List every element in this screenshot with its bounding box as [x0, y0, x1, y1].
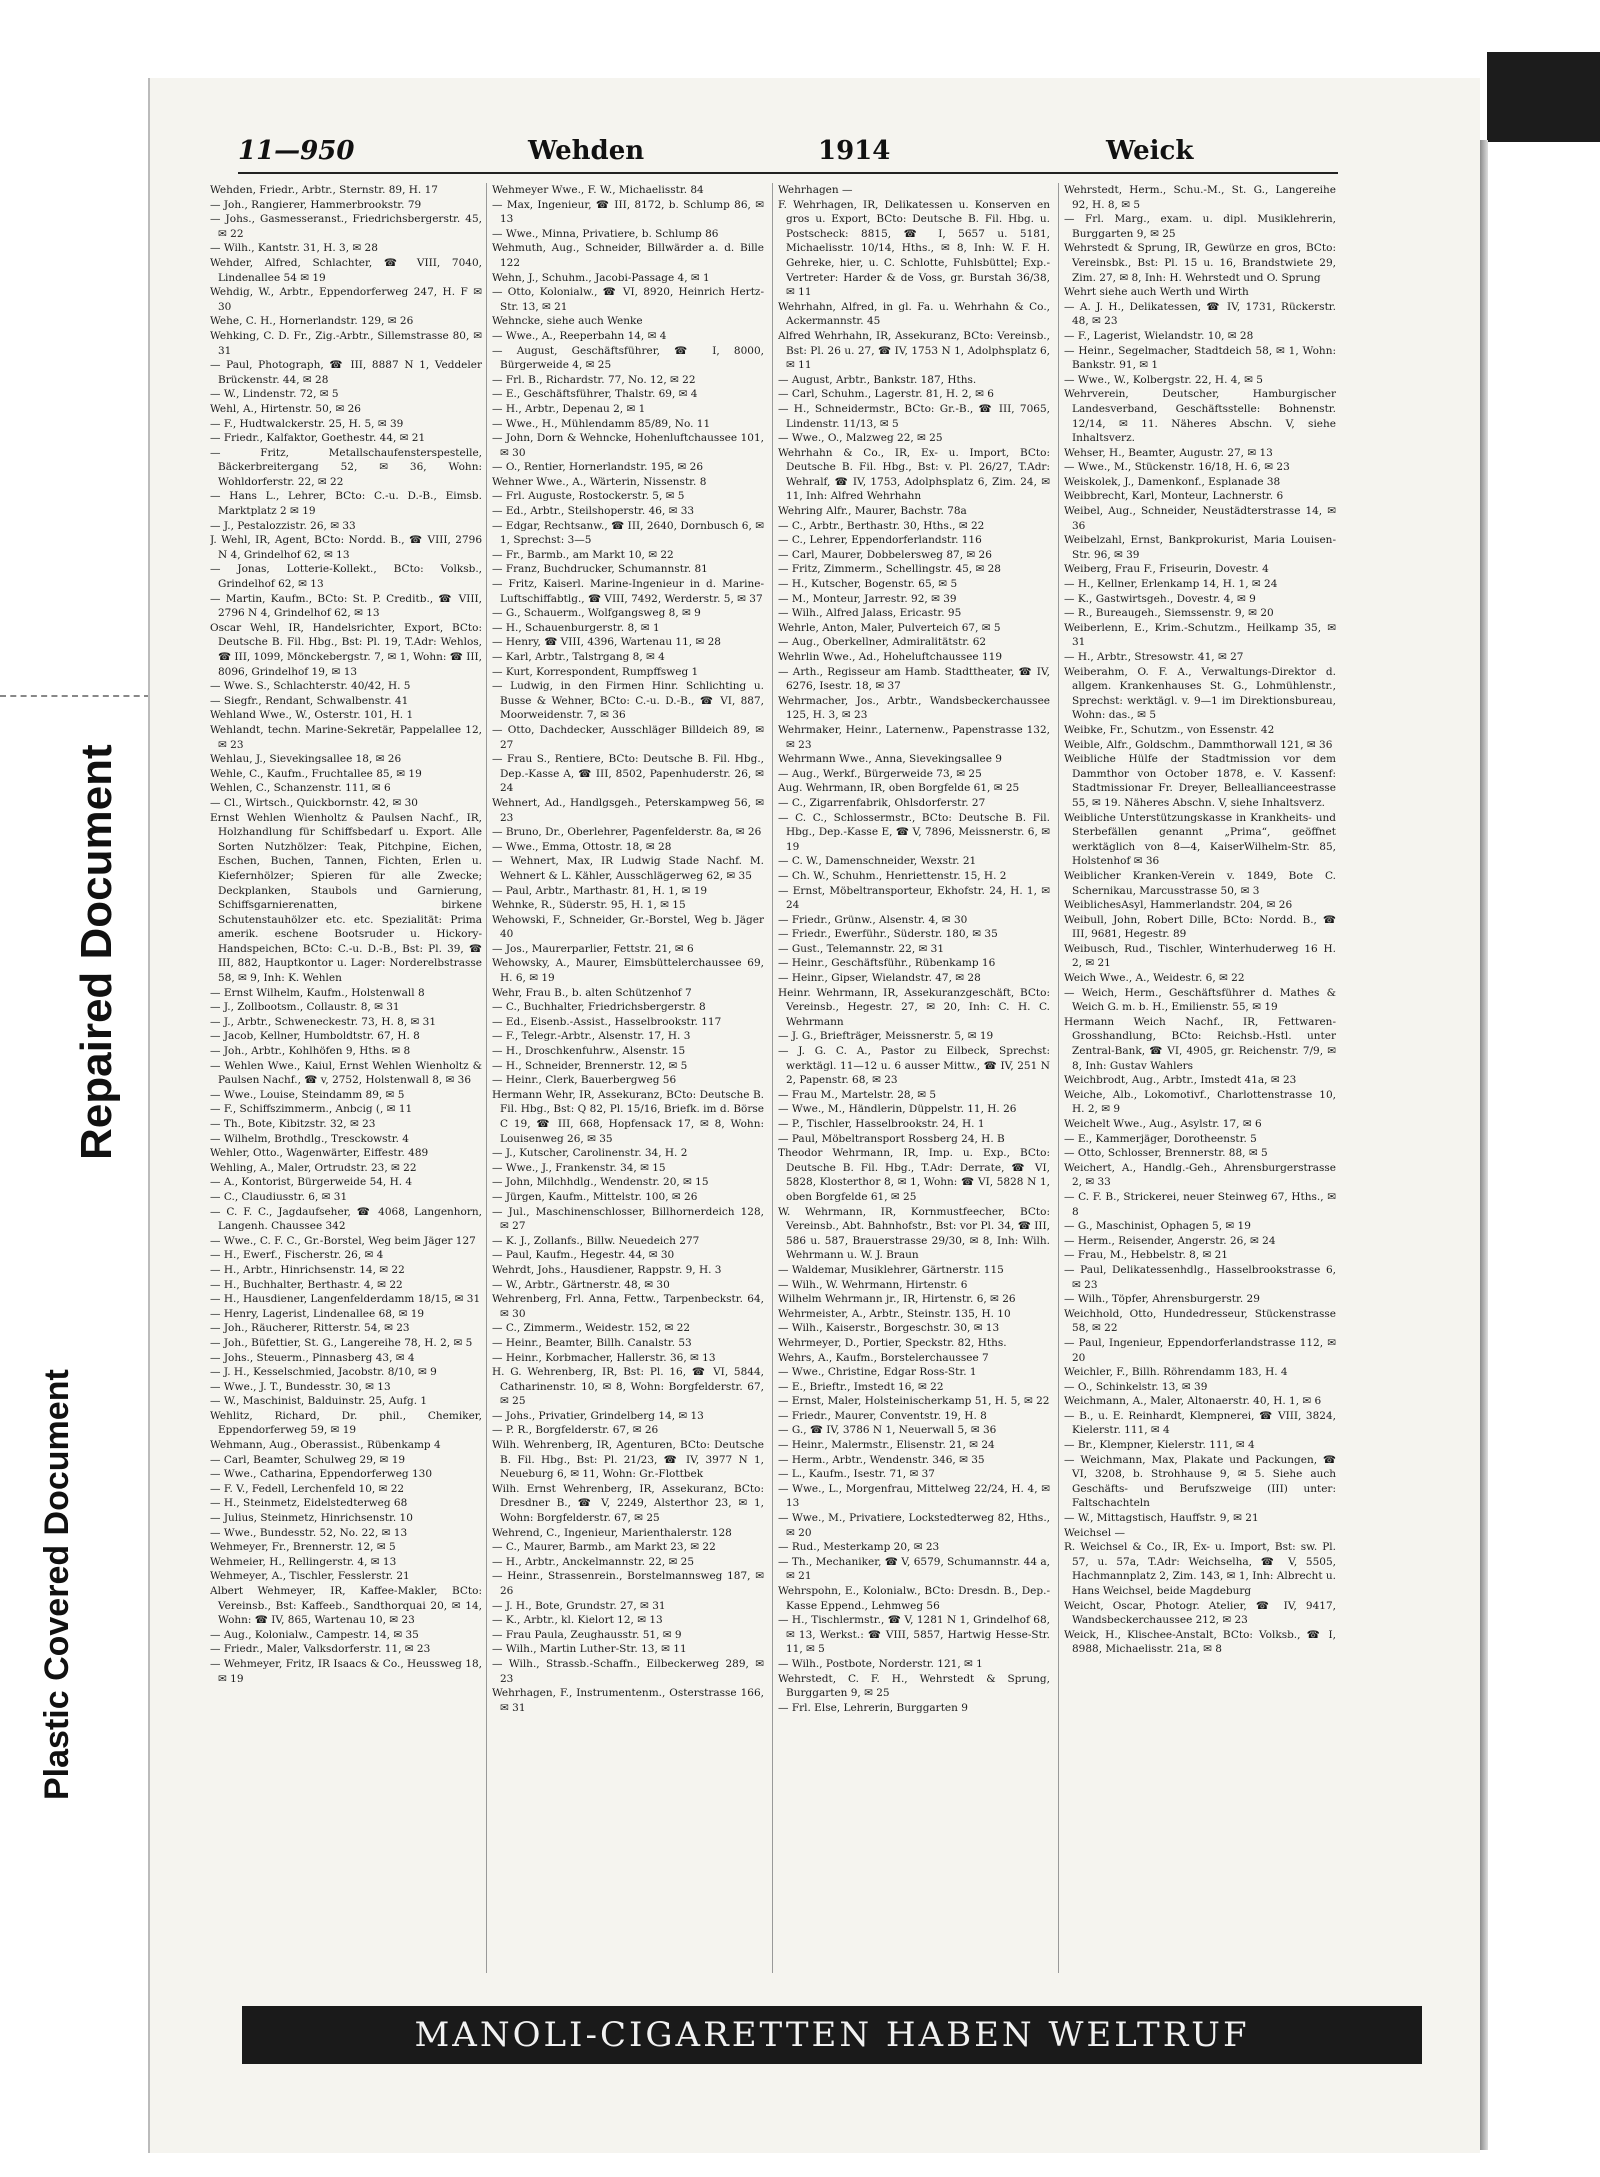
directory-entry: — Th., Bote, Kibitzstr. 32, ✉ 23	[210, 1118, 376, 1130]
directory-entry: — Wwe., M., Privatiere, Lockstedterweg 82, Hths., ✉ 20	[778, 1512, 1050, 1539]
directory-entry: Wehmann, Aug., Oberassist., Rübenkamp 4	[210, 1439, 441, 1452]
dashed-divider	[0, 695, 150, 697]
directory-entry: — C., Claudiusstr. 6, ✉ 31	[210, 1190, 348, 1203]
directory-entry: — Ernst, Möbeltransporteur, Ekhofstr. 24, H. 1, ✉ 24	[778, 884, 1050, 912]
directory-entry: — Jacob, Kellner, Humboldtstr. 67, H. 8	[210, 1030, 420, 1043]
header-year: 1914	[818, 136, 891, 166]
directory-entry: — Jonas, Lotterie-Kollekt., BCto: Volksb., Grindelhof 62, ✉ 13	[210, 563, 482, 591]
directory-entry: — Weichmann, Max, Plakate und Packungen, ☎ VI, 3208, b. Strohhause 9, ✉ 5. Siehe auch Geschäfts- und Berufszweige (III) unter: Faltschachteln	[1064, 1453, 1336, 1510]
directory-entry: — Herm., Arbtr., Wendenstr. 346, ✉ 35	[778, 1453, 985, 1466]
directory-entry: — Ernst, Maler, Holsteinischerkamp 51, H. 5, ✉ 22	[778, 1395, 1050, 1408]
directory-entry: Wehmeier, H., Rellingerstr. 4, ✉ 13	[210, 1555, 397, 1568]
directory-entry: — A., Kontorist, Bürgerweide 54, H. 4	[210, 1176, 413, 1189]
directory-entry: F. Wehrhagen, IR, Delikatessen u. Konserven en gros u. Export, BCto: Deutsche B. Fil. Hbg. u. Postscheck: 8815, ☎ I, 5657 u. 5181, Michaelisstr. 10/14, Hths., ✉ 8, Inh: W. F. H. Gehreke, hier, u. C. Schlotte, Fuhlsbüttel; Exp.-Vertreter: Harder & de Voss, gr. Burstah 36/38, ✉ 11	[778, 198, 1050, 299]
directory-entry: — H., Arbtr., Hinrichsenstr. 14, ✉ 22	[210, 1263, 405, 1276]
directory-entry: — J. H., Kesselschmied, Jacobstr. 8/10, ✉ 9	[210, 1366, 437, 1379]
directory-entry: — Wwe., W., Kolbergstr. 22, H. 4, ✉ 5	[1064, 373, 1263, 386]
directory-entry: — Wwe., Louise, Steindamm 89, ✉ 5	[210, 1088, 405, 1101]
directory-entry: Wehden, Friedr., Arbtr., Sternstr. 89, H. 17	[210, 184, 438, 196]
directory-entry: — Friedr., Maurer, Conventstr. 19, H. 8	[778, 1409, 987, 1422]
directory-entry: — C., Buchhalter, Friedrichsbergerstr. 8	[492, 1001, 706, 1014]
directory-entry: — Heinr., Gipser, Wielandstr. 47, ✉ 28	[778, 972, 981, 985]
directory-entry: — J. G. C. A., Pastor zu Eilbeck, Sprechst: werktägl. 11—12 u. 6 ausser Mittw., ☎ IV, 251 N 2, Papenstr. 68, ✉ 23	[778, 1045, 1050, 1087]
directory-entry: Wehlen, C., Schanzenstr. 111, ✉ 6	[210, 782, 391, 795]
directory-entry: Wehner Wwe., A., Wärterin, Nissenstr. 8	[492, 475, 707, 488]
directory-entry: Aug. Wehrmann, IR, oben Borgfelde 61, ✉ 25	[778, 782, 1020, 795]
directory-entry: Wehe, C. H., Hornerlandstr. 129, ✉ 26	[210, 315, 414, 328]
directory-entry: — Wwe., Christine, Edgar Ross-Str. 1	[778, 1366, 977, 1379]
directory-entry: — Friedr., Kalfaktor, Goethestr. 44, ✉ 21	[210, 432, 426, 445]
directory-entry: Wehlau, J., Sievekingsallee 18, ✉ 26	[210, 753, 402, 766]
directory-entry: — Wilh., Alfred Jalass, Ericastr. 95	[778, 607, 962, 620]
directory-entry: — Franz, Buchdrucker, Schumannstr. 81	[492, 563, 708, 576]
directory-entry: Wehking, C. D. Fr., Zig.-Arbtr., Sillemstrasse 80, ✉ 31	[210, 329, 482, 357]
directory-entry: — Johs., Privatier, Grindelberg 14, ✉ 13	[492, 1409, 704, 1422]
directory-entry: — Bruno, Dr., Oberlehrer, Pagenfelderstr. 8a, ✉ 26	[492, 826, 762, 839]
directory-entry: — Kurt, Korrespondent, Rumpffsweg 1	[492, 665, 699, 678]
directory-entry: — C., Arbtr., Berthastr. 30, Hths., ✉ 22	[778, 519, 985, 532]
directory-entry: Wehser, H., Beamter, Augustr. 27, ✉ 13	[1064, 446, 1273, 459]
directory-entry: — Otto, Kolonialw., ☎ VI, 8920, Heinrich Hertz-Str. 13, ✉ 21	[492, 286, 764, 313]
directory-entry: — Br., Klempner, Kielerstr. 111, ✉ 4	[1064, 1439, 1255, 1452]
directory-entry: — R., Bureaugeh., Siemssenstr. 9, ✉ 20	[1064, 607, 1274, 620]
directory-entry: — Max, Ingenieur, ☎ III, 8172, b. Schlump 86, ✉ 13	[492, 198, 764, 226]
directory-entry: — Wilh., Strassb.-Schaffn., Eilbeckerweg 289, ✉ 23	[492, 1657, 764, 1685]
directory-entry: — Rud., Mesterkamp 20, ✉ 23	[778, 1541, 940, 1554]
directory-entry: — Frl. B., Richardstr. 77, No. 12, ✉ 22	[492, 373, 696, 386]
directory-entry: Wehmuth, Aug., Schneider, Billwärder a. d. Bille 122	[492, 242, 764, 269]
directory-entry: Alfred Wehrhahn, IR, Assekuranz, BCto: Vereinsb., Bst: Pl. 26 u. 27, ☎ IV, 1753 N 1, Adolphsplatz 6, ✉ 11	[778, 329, 1050, 372]
directory-entry: — Heinr., Malermstr., Elisenstr. 21, ✉ 24	[778, 1439, 995, 1452]
directory-entry: — Wwe., J. T., Bundesstr. 30, ✉ 13	[210, 1380, 391, 1393]
directory-entry: — Wwe., M., Stückenstr. 16/18, H. 6, ✉ 23	[1064, 461, 1290, 474]
directory-entry: — August, Geschäftsführer, ☎ I, 8000, Bürgerweide 4, ✉ 25	[492, 344, 764, 372]
directory-entry: — F. V., Fedell, Lerchenfeld 10, ✉ 22	[210, 1482, 405, 1495]
directory-entry: — Wilh., Kaiserstr., Borgeschstr. 30, ✉ 13	[778, 1322, 1000, 1335]
directory-entry: — Frau S., Rentiere, BCto: Deutsche B. Fil. Hbg., Dep.-Kasse A, ☎ III, 8502, Papenhuderstr. 26, ✉ 24	[492, 753, 764, 795]
directory-entry: — Waldemar, Musiklehrer, Gärtnerstr. 115	[778, 1263, 1004, 1276]
directory-entry: — Paul, Delikatessenhdlg., Hasselbrookstrasse 6, ✉ 23	[1064, 1263, 1336, 1291]
directory-entry: — G., Schauerm., Wolfgangsweg 8, ✉ 9	[492, 607, 701, 620]
directory-entry: — Joh., Räucherer, Ritterstr. 54, ✉ 23	[210, 1322, 410, 1335]
directory-entry: — K., Gastwirtsgeh., Dovestr. 4, ✉ 9	[1064, 592, 1256, 605]
directory-entry: — Wilh., Postbote, Norderstr. 121, ✉ 1	[778, 1657, 983, 1670]
directory-entry: W. Wehrmann, IR, Kornmustfeecher, BCto: Vereinsb., Abt. Bahnhofstr., Bst: vor Pl. 34, ☎ III, 586 u. 587, Brauerstrasse 29/30, ✉ 8, Inh: Wilh. Wehrmann u. W. J. Braun	[778, 1205, 1050, 1262]
directory-entry: Wehrstedt, C. F. H., Wehrstedt & Sprung, Burggarten 9, ✉ 25	[778, 1672, 1050, 1700]
directory-entry: Theodor Wehrmann, IR, Imp. u. Exp., BCto: Deutsche B. Fil. Hbg., T.Adr: Derrate, ☎ VI, 5828, Klosterthor 8, ✉ 1, Wohn: ☎ VI, 5828 N 1, oben Borgfelde 61, ✉ 25	[778, 1147, 1050, 1203]
directory-entry: Oscar Wehl, IR, Handelsrichter, Export, BCto: Deutsche B. Fil. Hbg., Bst: Pl. 19, T.Adr: Wehlos, ☎ III, 1099, Mönckebergstr. 7, ✉ 1, Wohn: ☎ III, 8096, Grindelhof 19, ✉ 13	[210, 621, 482, 678]
directory-entry: — Edgar, Rechtsanw., ☎ III, 2640, Dornbusch 6, ✉ 1, Sprechst: 3—5	[492, 519, 764, 547]
directory-entry: Hermann Wehr, IR, Assekuranz, BCto: Deutsche B. Fil. Hbg., Bst: Q 82, Pl. 15/16, Briefk. im d. Börse C 19, ☎ III, 668, Hopfensack 17, ✉ 8, Wohn: Louisenweg 26, ✉ 35	[492, 1088, 764, 1145]
directory-entry: — Wwe., M., Händlerin, Düppelstr. 11, H. 26	[778, 1103, 1017, 1116]
directory-entry: — Heinr., Clerk, Bauerbergweg 56	[492, 1074, 677, 1087]
directory-entry: Weiche, Alb., Lokomotivf., Charlottenstrasse 10, H. 2, ✉ 9	[1064, 1088, 1336, 1116]
directory-entry: — Heinr., Beamter, Billh. Canalstr. 53	[492, 1336, 692, 1349]
directory-entry: — C., Zimmerm., Weidestr. 152, ✉ 22	[492, 1322, 691, 1335]
directory-entry: Wehle, C., Kaufm., Fruchtallee 85, ✉ 19	[210, 767, 422, 780]
directory-entry: Wilh. Wehrenberg, IR, Agenturen, BCto: Deutsche B. Fil. Hbg., Bst: Pl. 21/23, ☎ IV, 3977 N 1, Neueburg 6, ✉ 11, Wohn: Gr.-Flottbek	[492, 1439, 764, 1481]
directory-entry: Weichler, F., Billh. Röhrendamm 183, H. 4	[1064, 1366, 1288, 1379]
directory-entry: — Fr., Barmb., am Markt 10, ✉ 22	[492, 548, 674, 561]
directory-entry: Wehrmann Wwe., Anna, Sievekingsallee 9	[778, 753, 1002, 766]
directory-entry: R. Weichsel & Co., IR, Ex- u. Import, Bst: sw. Pl. 57, u. 57a, T.Adr: Weichselha, ☎ V, 5505, Hachmannplatz 2, Zim. 143, ✉ 1, Inh: Albrecht u. Hans Weichsel, beide Magdeburg	[1064, 1541, 1336, 1597]
directory-entry: — H., Schneider, Brennerstr. 12, ✉ 5	[492, 1059, 688, 1072]
directory-entry: — H., Schauenburgerstr. 8, ✉ 1	[492, 621, 660, 634]
directory-entry: — Wwe. S., Schlachterstr. 40/42, H. 5	[210, 680, 411, 693]
directory-entry: — Siegfr., Rendant, Schwalbenstr. 41	[210, 694, 409, 707]
directory-entry: — Wwe., O., Malzweg 22, ✉ 25	[778, 432, 943, 445]
directory-entry: — L., Kaufm., Isestr. 71, ✉ 37	[778, 1468, 935, 1481]
directory-entry: — Aug., Kolonialw., Campestr. 14, ✉ 35	[210, 1628, 419, 1641]
directory-entry: — Weich, Herm., Geschäftsführer d. Mathes & Weich G. m. b. H., Emilienstr. 55, ✉ 19	[1064, 986, 1336, 1014]
directory-entry: — H., Tischlermstr., ☎ V, 1281 N 1, Grindelhof 68, ✉ 13, Werkst.: ☎ VIII, 5857, Hartwig Hesse-Str. 11, ✉ 5	[778, 1614, 1050, 1656]
directory-entry: — E., Geschäftsführer, Thalstr. 69, ✉ 4	[492, 388, 698, 401]
directory-entry: — Gust., Telemannstr. 22, ✉ 31	[778, 942, 945, 955]
directory-entry: Wehrmeister, A., Arbtr., Steinstr. 135, H. 10	[778, 1307, 1011, 1320]
repaired-document-label: Repaired Document	[72, 744, 121, 1160]
directory-entry: — H., Kutscher, Bogenstr. 65, ✉ 5	[778, 578, 958, 591]
directory-entry: — E., Kammerjäger, Dorotheenstr. 5	[1064, 1132, 1257, 1145]
directory-entry: — Frl. Else, Lehrerin, Burggarten 9	[778, 1701, 968, 1714]
directory-entry: — C. C., Schlossermstr., BCto: Deutsche B. Fil. Hbg., Dep.-Kasse E, ☎ V, 7896, Meissnerstr. 6, ✉ 19	[778, 811, 1050, 853]
directory-entry: — W., Arbtr., Gärtnerstr. 48, ✉ 30	[492, 1278, 670, 1291]
directory-column-3	[778, 183, 1050, 1973]
directory-entry: Weiberg, Frau F., Friseurin, Dovestr. 4	[1064, 563, 1269, 576]
directory-entry: — Heinr., Segelmacher, Stadtdeich 58, ✉ 1, Wohn: Bankstr. 91, ✉ 1	[1064, 344, 1336, 372]
directory-entry: — Joh., Rangierer, Hammerbrookstr. 79	[210, 198, 422, 211]
directory-entry: Weichhold, Otto, Hundedresseur, Stückenstrasse 58, ✉ 22	[1064, 1307, 1336, 1335]
directory-entry: — Wwe., L., Morgenfrau, Mittelweg 22/24, H. 4, ✉ 13	[778, 1482, 1050, 1510]
directory-entry: — W., Mittagstisch, Hauffstr. 9, ✉ 21	[1064, 1512, 1259, 1525]
directory-entry: — Ed., Eisenb.-Assist., Hasselbrookstr. 117	[492, 1015, 722, 1028]
directory-entry: — Wwe., J., Frankenstr. 34, ✉ 15	[492, 1161, 666, 1174]
directory-entry: — J., Kutscher, Carolinenstr. 34, H. 2	[492, 1147, 688, 1160]
directory-entry: — Paul, Kaufm., Hegestr. 44, ✉ 30	[492, 1249, 675, 1262]
directory-entry: — Frau M., Martelstr. 28, ✉ 5	[778, 1088, 937, 1101]
directory-entry: Weibel, Aug., Schneider, Neustädterstrasse 14, ✉ 36	[1064, 505, 1336, 532]
directory-entry: — Frau Paula, Zeughausstr. 51, ✉ 9	[492, 1628, 682, 1641]
directory-entry: — Carl, Maurer, Dobbelersweg 87, ✉ 26	[778, 548, 992, 561]
directory-column-2	[492, 183, 764, 1973]
directory-entry: Wehrle, Anton, Maler, Pulverteich 67, ✉ 5	[778, 621, 1001, 634]
directory-entry: Wehrmacher, Jos., Arbtr., Wandsbeckerchaussee 125, H. 3, ✉ 23	[778, 694, 1050, 722]
directory-entry: Wilh. Ernst Wehrenberg, IR, Assekuranz, BCto: Dresdner B., ☎ V, 2249, Alsterthor 23, ✉ 1, Wohn: Borgfelderstr. 67, ✉ 25	[492, 1482, 764, 1525]
directory-entry: — Karl, Arbtr., Talstrgang 8, ✉ 4	[492, 651, 665, 663]
directory-entry: — Wilh., Töpfer, Ahrensburgerstr. 29	[1064, 1293, 1260, 1306]
directory-entry: — H., Kellner, Erlenkamp 14, H. 1, ✉ 24	[1064, 578, 1278, 591]
directory-entry: Wehrstedt & Sprung, IR, Gewürze en gros, BCto: Vereinsbk., Bst: Pl. 15 u. 16, Brandstwiete 29, Zim. 27, ✉ 8, Inh: H. Wehrstedt und O. Sprung	[1064, 242, 1336, 284]
directory-entry: — H., Hausdiener, Langenfelderdamm 18/15, ✉ 31	[210, 1293, 481, 1306]
directory-entry: — F., Lagerist, Wielandstr. 10, ✉ 28	[1064, 329, 1254, 342]
directory-entry: Wehowsky, A., Maurer, Eimsbüttelerchaussee 69, H. 6, ✉ 19	[492, 957, 764, 985]
directory-entry: — W., Lindenstr. 72, ✉ 5	[210, 388, 339, 401]
directory-entry: — Frau, M., Hebbelstr. 8, ✉ 21	[1064, 1249, 1228, 1262]
directory-entry: — Fritz, Metallschaufensterspestelle, Bäckerbreitergang 52, ✉ 36, Wohn: Wohldorferstr. 22, ✉ 22	[210, 446, 482, 488]
directory-entry: Wehrmeyer, D., Portier, Speckstr. 82, Hths.	[778, 1336, 1007, 1349]
directory-entry: — Aug., Oberkellner, Admiralitätstr. 62	[778, 636, 987, 649]
directory-entry: — H., Arbtr., Stresowstr. 41, ✉ 27	[1064, 651, 1244, 663]
directory-entry: Wehlitz, Richard, Dr. phil., Chemiker, Eppendorferweg 59, ✉ 19	[210, 1409, 482, 1437]
directory-entry: Wehr, Frau B., b. alten Schützenhof 7	[492, 986, 692, 999]
advertisement-banner: MANOLI-CIGARETTEN HABEN WELTRUF	[242, 2006, 1422, 2064]
directory-entry: Weichbrodt, Aug., Arbtr., Imstedt 41a, ✉ 23	[1064, 1074, 1297, 1087]
directory-entry: Weibke, Fr., Schutzm., von Essenstr. 42	[1064, 723, 1275, 736]
column-divider	[486, 183, 487, 1973]
directory-entry: Weibliche Hülfe der Stadtmission vor dem Dammthor von October 1878, e. V. Kassenf: Stadtmissionar Fr. Dreyer, Belleallianceestrasse 55, ✉ 19. Näheres Abschn. V, siehe Inhaltsverz.	[1064, 753, 1336, 809]
directory-entry: — Henry, ☎ VIII, 4396, Wartenau 11, ✉ 28	[492, 636, 721, 649]
directory-entry: — G., ☎ IV, 3786 N 1, Neuerwall 5, ✉ 36	[778, 1424, 997, 1437]
directory-entry: — Martin, Kaufm., BCto: St. P. Creditb., ☎ VIII, 2796 N 4, Grindelhof 62, ✉ 13	[210, 592, 482, 620]
directory-entry: — J. G., Briefträger, Meissnerstr. 5, ✉ 19	[778, 1030, 994, 1043]
page-number: 11—950	[238, 136, 355, 166]
directory-entry: Wehrhagen, F., Instrumentenm., Osterstrasse 166, ✉ 31	[492, 1687, 764, 1714]
directory-entry: — Paul, Möbeltransport Rossberg 24, H. B	[778, 1132, 1005, 1145]
directory-entry: — E., Brieftr., Imstedt 16, ✉ 22	[778, 1380, 944, 1393]
directory-entry: Wehnert, Ad., Handlgsgeh., Peterskampweg 56, ✉ 23	[492, 796, 764, 824]
directory-entry: Weibliche Unterstützungskasse in Krankheits- und Sterbefällen genannt „Prima“, geöffnet werktäglich von 8—4, KaiserWilhelm-Str. 85, Holstenhof ✉ 36	[1064, 811, 1336, 868]
directory-entry: — Aug., Werkf., Bürgerweide 73, ✉ 25	[778, 767, 982, 780]
directory-entry: — H., Ewerf., Fischerstr. 26, ✉ 4	[210, 1249, 384, 1262]
directory-entry: Wehlandt, techn. Marine-Sekretär, Pappelallee 12, ✉ 23	[210, 723, 482, 751]
directory-entry: Weichsel —	[1064, 1526, 1125, 1539]
directory-entry: — J., Pestalozzistr. 26, ✉ 33	[210, 519, 356, 532]
directory-entry: — Joh., Arbtr., Kohlhöfen 9, Hths. ✉ 8	[210, 1045, 411, 1058]
directory-entry: — Henry, Lagerist, Lindenallee 68, ✉ 19	[210, 1307, 425, 1320]
directory-entry: Wehn, J., Schuhm., Jacobi-Passage 4, ✉ 1	[492, 271, 710, 284]
directory-entry: — F., Schiffszimmerm., Anbcig (, ✉ 11	[210, 1103, 413, 1116]
directory-entry: Weick, H., Klischee-Anstalt, BCto: Volksb., ☎ I, 8988, Michaelisstr. 21a, ✉ 8	[1064, 1628, 1336, 1656]
directory-entry: Wehrstedt, Herm., Schu.-M., St. G., Langereihe 92, H. 8, ✉ 5	[1064, 184, 1336, 211]
column-divider	[772, 183, 773, 1973]
directory-entry: — H., Droschkenfuhrw., Alsenstr. 15	[492, 1045, 686, 1058]
directory-entry: Wehrspohn, E., Kolonialw., BCto: Dresdn. B., Dep.-Kasse Eppend., Lehmweg 56	[778, 1585, 1050, 1612]
directory-entry: — Wwe., Bundesstr. 52, No. 22, ✉ 13	[210, 1526, 408, 1539]
directory-entry: — Wwe., C. F. C., Gr.-Borstel, Weg beim Jäger 127	[210, 1234, 476, 1247]
directory-entry: Weiskolek, J., Damenkonf., Esplanade 38	[1064, 475, 1281, 488]
directory-entry: — A. J. H., Delikatessen, ☎ IV, 1731, Rückerstr. 48, ✉ 23	[1064, 300, 1336, 328]
directory-entry: — M., Monteur, Jarrestr. 92, ✉ 39	[778, 592, 957, 605]
directory-entry: — Paul, Ingenieur, Eppendorferlandstrasse 112, ✉ 20	[1064, 1336, 1336, 1364]
scan-edge-strip	[1487, 52, 1600, 142]
directory-entry: Wehrs, A., Kaufm., Borstelerchaussee 7	[778, 1351, 989, 1364]
directory-entry: — B., u. E. Reinhardt, Klempnerei, ☎ VIII, 3824, Kielerstr. 111, ✉ 4	[1064, 1409, 1336, 1437]
directory-entry: — Ch. W., Schuhm., Henriettenstr. 15, H. 2	[778, 869, 1007, 882]
directory-entry: Wehling, A., Maler, Ortrudstr. 23, ✉ 22	[210, 1161, 417, 1174]
directory-entry: — Paul, Photograph, ☎ III, 8887 N 1, Veddeler Brückenstr. 44, ✉ 28	[210, 359, 482, 386]
directory-entry: Weibelzahl, Ernst, Bankprokurist, Maria Louisen-Str. 96, ✉ 39	[1064, 534, 1336, 561]
directory-entry: — P. R., Borgfelderstr. 67, ✉ 26	[492, 1424, 659, 1437]
directory-entry: Wehncke, siehe auch Wenke	[492, 315, 643, 328]
directory-entry: Wehmeyer, Fr., Brennerstr. 12, ✉ 5	[210, 1541, 396, 1554]
directory-entry: — Wilh., Martin Luther-Str. 13, ✉ 11	[492, 1643, 687, 1656]
directory-entry: Wilhelm Wehrmann jr., IR, Hirtenstr. 6, ✉ 26	[778, 1293, 1016, 1306]
directory-entry: — Joh., Büfettier, St. G., Langereihe 78, H. 2, ✉ 5	[210, 1336, 473, 1349]
header-last-entry: Weick	[1106, 136, 1194, 166]
directory-entry: — Frl. Marg., exam. u. dipl. Musiklehrerin, Burggarten 9, ✉ 25	[1064, 213, 1336, 240]
directory-entry: Wehland Wwe., W., Osterstr. 101, H. 1	[210, 709, 414, 722]
directory-entry: — C., Lehrer, Eppendorferlandstr. 116	[778, 534, 982, 547]
directory-entry: Albert Wehmeyer, IR, Kaffee-Makler, BCto: Vereinsb., Bst: Kaffeeb., Sandthorquai 20, ✉ 14, Wohn: ☎ IV, 865, Wartenau 10, ✉ 23	[210, 1585, 482, 1627]
directory-entry: — Wilh., W. Wehrmann, Hirtenstr. 6	[778, 1278, 968, 1291]
directory-entry: WeiblichesAsyl, Hammerlandstr. 204, ✉ 26	[1064, 899, 1293, 912]
directory-entry: Wehder, Alfred, Schlachter, ☎ VIII, 7040, Lindenallee 54 ✉ 19	[210, 256, 482, 284]
directory-entry: — Jul., Maschinenschlosser, Billhornerdeich 128, ✉ 27	[492, 1205, 764, 1233]
directory-entry: — J., Arbtr., Schweneckestr. 73, H. 8, ✉ 31	[210, 1015, 437, 1028]
directory-entry: — Hans L., Lehrer, BCto: C.-u. D.-B., Eimsb. Marktplatz 2 ✉ 19	[210, 490, 482, 518]
directory-entry: Wehler, Otto., Wagenwärter, Eiffestr. 489	[210, 1147, 429, 1160]
directory-entry: — H., Steinmetz, Eidelstedterweg 68	[210, 1497, 408, 1510]
directory-entry: Weicht, Oscar, Photogr. Atelier, ☎ IV, 9417, Wandsbeckerchaussee 212, ✉ 23	[1064, 1599, 1336, 1627]
directory-entry: — Ludwig, in den Firmen Hinr. Schlichting u. Busse & Wehner, BCto: C.-u. D.-B., ☎ VI, 887, Moorweidenstr. 7, ✉ 36	[492, 680, 764, 722]
directory-entry: — Fritz, Kaiserl. Marine-Ingenieur in d. Marine-Luftschiffabtlg., ☎ VIII, 7492, Werderstr. 5, ✉ 37	[492, 578, 764, 605]
directory-entry: — J., Zollbootsm., Collaustr. 8, ✉ 31	[210, 1001, 400, 1014]
directory-entry: — C. F. C., Jagdaufseher, ☎ 4068, Langenhorn, Langenh. Chaussee 342	[210, 1205, 482, 1233]
directory-entry: — Julius, Steinmetz, Hinrichsenstr. 10	[210, 1512, 413, 1525]
directory-entry: — Wilh., Kantstr. 31, H. 3, ✉ 28	[210, 242, 378, 255]
directory-entry: — Wehnert, Max, IR Ludwig Stade Nachf. M. Wehnert & L. Kähler, Ausschlägerweg 62, ✉ 35	[492, 855, 764, 882]
directory-entry: — Cl., Wirtsch., Quickbornstr. 42, ✉ 30	[210, 796, 418, 809]
directory-entry: — Arth., Regisseur am Hamb. Stadttheater, ☎ IV, 6276, Isestr. 18, ✉ 37	[778, 665, 1050, 693]
directory-entry: — C. W., Damenschneider, Wexstr. 21	[778, 855, 977, 868]
directory-entry: Weiberlenn, E., Krim.-Schutzm., Heilkamp 35, ✉ 31	[1064, 621, 1336, 649]
directory-entry: Wehmeyer Wwe., F. W., Michaelisstr. 84	[492, 184, 704, 196]
directory-entry: Weiberahm, O. F. A., Verwaltungs-Direktor d. allgem. Krankenhauses St. G., Lohmühlenstr., Sprechst: werktägl. v. 9—1 im Direktionsbureau, Wohn: das., ✉ 5	[1064, 665, 1336, 722]
directory-entry: — K., Arbtr., kl. Kielort 12, ✉ 13	[492, 1614, 663, 1627]
directory-entry: — Johs., Gasmesseranst., Friedrichsbergerstr. 45, ✉ 22	[210, 213, 482, 240]
directory-entry: J. Wehl, IR, Agent, BCto: Nordd. B., ☎ VIII, 2796 N 4, Grindelhof 62, ✉ 13	[210, 534, 482, 561]
directory-entry: — Friedr., Ewerführ., Süderstr. 180, ✉ 35	[778, 928, 998, 941]
directory-entry: — Wilhelm, Brothdlg., Tresckowstr. 4	[210, 1132, 409, 1145]
directory-entry: — Ed., Arbtr., Steilshoperstr. 46, ✉ 33	[492, 505, 695, 518]
column-divider	[1058, 183, 1059, 1973]
directory-entry: — F., Telegr.-Arbtr., Alsenstr. 17, H. 3	[492, 1030, 691, 1043]
directory-entry: — F., Hudtwalckerstr. 25, H. 5, ✉ 39	[210, 417, 404, 430]
directory-entry: — John, Dorn & Wehncke, Hohenluftchaussee 101, ✉ 30	[492, 432, 764, 459]
directory-entry: Wehrlin Wwe., Ad., Hoheluftchaussee 119	[778, 651, 1003, 663]
directory-entry: Wehrenberg, Frl. Anna, Fettw., Tarpenbeckstr. 64, ✉ 30	[492, 1293, 764, 1320]
directory-entry: — Otto, Schlosser, Brennerstr. 88, ✉ 5	[1064, 1147, 1268, 1160]
directory-entry: — John, Milchhdlg., Wendenstr. 20, ✉ 15	[492, 1176, 709, 1189]
page-header	[238, 136, 1338, 174]
directory-entry: Wehrdt, Johs., Hausdiener, Rappstr. 9, H. 3	[492, 1263, 722, 1276]
directory-entry: Wehmeyer, A., Tischler, Fesslerstr. 21	[210, 1570, 410, 1583]
directory-entry: — H., Schneidermstr., BCto: Gr.-B., ☎ III, 7065, Lindenstr. 11/13, ✉ 5	[778, 402, 1050, 430]
directory-entry: Weibull, John, Robert Dille, BCto: Nordd. B., ☎ III, 9681, Hegestr. 89	[1064, 913, 1336, 941]
directory-entry: — Heinr., Strassenrein., Borstelmannsweg 187, ✉ 26	[492, 1570, 764, 1597]
directory-entry: Weibbrecht, Karl, Monteur, Lachnerstr. 6	[1064, 490, 1284, 503]
directory-page	[148, 78, 1480, 2153]
directory-entry: Weichmann, A., Maler, Altonaerstr. 40, H. 1, ✉ 6	[1064, 1395, 1322, 1408]
directory-entry: — Paul, Arbtr., Marthastr. 81, H. 1, ✉ 19	[492, 884, 708, 897]
directory-entry: Wehrhahn & Co., IR, Ex- u. Import, BCto: Deutsche B. Fil. Hbg., Bst: v. Pl. 26/27, T.Adr: Wehralf, ☎ IV, 1753, Adolphsplatz 6, Zim. 24, ✉ 11, Inh: Alfred Wehrhahn	[778, 446, 1050, 503]
directory-entry: Weich Wwe., A., Weidestr. 6, ✉ 22	[1064, 972, 1245, 985]
directory-entry: — C., Maurer, Barmb., am Markt 23, ✉ 22	[492, 1541, 716, 1554]
directory-entry: Wehowski, F., Schneider, Gr.-Borstel, Weg b. Jäger 40	[492, 913, 764, 941]
directory-entry: — Wwe., Minna, Privatiere, b. Schlump 86	[492, 227, 719, 240]
directory-entry: — August, Arbtr., Bankstr. 187, Hths.	[778, 373, 977, 386]
directory-entry: Wehring Alfr., Maurer, Bachstr. 78a	[778, 505, 967, 518]
directory-entry: — Heinr., Geschäftsführ., Rübenkamp 16	[778, 957, 996, 970]
directory-entry: — O., Schinkelstr. 13, ✉ 39	[1064, 1380, 1208, 1393]
plastic-covered-document-label: Plastic Covered Document	[38, 1369, 76, 1800]
directory-entry: Weible, Alfr., Goldschm., Dammthorwall 121, ✉ 36	[1064, 738, 1333, 751]
directory-entry: Wehrhagen —	[778, 184, 853, 196]
directory-entry: — Friedr., Maler, Valksdorferstr. 11, ✉ 23	[210, 1643, 431, 1656]
directory-entry: Ernst Wehlen Wienholtz & Paulsen Nachf., IR, Holzhandlung für Schiffsbedarf u. Export. Alle Sorten Nutzhölzer: Teak, Pitchpine, Eichen, Eschen, Buchen, Tannen, Fichten, Erlen u. Kiefernhölzer; Spieren für alle Zwecke; Deckplanken, Staubols und Garnierung, Schiffsgarnierenatten, birkene Schutenstauhölzer etc. etc. Spezialität: Prima amerik. eschene Bootsruder u. Hickory-Handspeichen, BCto: C.-u. D.-B., Bst: Pl. 39, ☎ III, 882, Hauptkontor u. Lager: Norderelbstrasse 58, ✉ 9, Inh: K. Wehlen	[210, 811, 482, 985]
directory-entry: H. G. Wehrenberg, IR, Bst: Pl. 16, ☎ VI, 5844, Catharinenstr. 10, ✉ 8, Wohn: Borgfelderstr. 67, ✉ 25	[492, 1366, 764, 1408]
directory-entry: — G., Maschinist, Ophagen 5, ✉ 19	[1064, 1220, 1251, 1233]
directory-entry: — Ernst Wilhelm, Kaufm., Holstenwall 8	[210, 986, 425, 999]
directory-entry: — H., Arbtr., Depenau 2, ✉ 1	[492, 402, 646, 415]
directory-entry: Wehnke, R., Süderstr. 95, H. 1, ✉ 15	[492, 899, 686, 912]
directory-entry: — K. J., Zollanfs., Billw. Neuedeich 277	[492, 1234, 700, 1247]
directory-entry: — Frl. Auguste, Rostockerstr. 5, ✉ 5	[492, 490, 685, 503]
directory-entry: Weiblicher Kranken-Verein v. 1849, Bote C. Schernikau, Marcusstrasse 50, ✉ 3	[1064, 869, 1336, 897]
directory-entry: Hermann Weich Nachf., IR, Fettwaren-Grosshandlung, BCto: Reichsb.-Hstl. unter Zentral-Bank, ☎ VI, 4905, gr. Reichenstr. 7/9, ✉ 8, Inh: Gustav Wahlers	[1064, 1015, 1336, 1072]
directory-entry: — W., Maschinist, Balduinstr. 25, Aufg. 1	[210, 1395, 428, 1408]
directory-entry: Weibusch, Rud., Tischler, Winterhuderweg 16 H. 2, ✉ 21	[1064, 942, 1336, 970]
directory-entry: — Wwe., Catharina, Eppendorferweg 130	[210, 1468, 433, 1481]
directory-column-1	[210, 183, 482, 1973]
directory-entry: — C. F. B., Strickerei, neuer Steinweg 67, Hths., ✉ 8	[1064, 1190, 1336, 1218]
directory-entry: — Wwe., H., Mühlendamm 85/89, No. 11	[492, 417, 711, 430]
directory-entry: Wehdig, W., Arbtr., Eppendorferweg 247, H. F ✉ 30	[210, 286, 482, 313]
directory-entry: — Heinr., Korbmacher, Hallerstr. 36, ✉ 13	[492, 1351, 716, 1364]
directory-entry: — Fritz, Zimmerm., Schellingstr. 45, ✉ 28	[778, 563, 1001, 576]
directory-entry: — P., Tischler, Hasselbrookstr. 24, H. 1	[778, 1118, 985, 1130]
directory-entry: — J. H., Bote, Grundstr. 27, ✉ 31	[492, 1599, 666, 1612]
directory-entry: Wehrhahn, Alfred, in gl. Fa. u. Wehrhahn & Co., Ackermannstr. 45	[778, 300, 1050, 328]
directory-entry: — Johs., Steuerm., Pinnasberg 43, ✉ 4	[210, 1351, 415, 1364]
header-first-entry: Wehden	[528, 136, 645, 166]
directory-entry: Wehrverein, Deutscher, Hamburgischer Landesverband, Geschäftsstelle: Bohnenstr. 12/14, ✉ 11. Näheres Abschn. V, siehe Inhaltsverz.	[1064, 388, 1336, 445]
directory-entry: — H., Buchhalter, Berthastr. 4, ✉ 22	[210, 1278, 403, 1291]
directory-entry: Heinr. Wehrmann, IR, Assekuranzgeschäft, BCto: Vereinsb., Hegestr. 27, ✉ 20, Inh: C. H. C. Wehrmann	[778, 986, 1050, 1028]
directory-entry: — Wehmeyer, Fritz, IR Isaacs & Co., Heussweg 18, ✉ 19	[210, 1657, 482, 1685]
directory-entry: — O., Rentier, Hornerlandstr. 195, ✉ 26	[492, 461, 704, 474]
directory-entry: — Carl, Schuhm., Lagerstr. 81, H. 2, ✉ 6	[778, 388, 994, 401]
directory-entry: — Wwe., Emma, Ottostr. 18, ✉ 28	[492, 840, 672, 853]
directory-entry: — C., Zigarrenfabrik, Ohlsdorferstr. 27	[778, 796, 986, 809]
directory-entry: Wehrmaker, Heinr., Laternenw., Papenstrasse 132, ✉ 23	[778, 723, 1050, 751]
directory-entry: — Wehlen Wwe., Kaiul, Ernst Wehlen Wienholtz & Paulsen Nachf., ☎ v, 2752, Holstenwall 8, ✉ 36	[210, 1059, 482, 1087]
directory-column-4	[1064, 183, 1336, 1973]
directory-entry: Wehl, A., Hirtenstr. 50, ✉ 26	[210, 402, 361, 415]
directory-entry: — H., Arbtr., Anckelmannstr. 22, ✉ 25	[492, 1555, 695, 1568]
directory-entry: Weichelt Wwe., Aug., Asylstr. 17, ✉ 6	[1064, 1118, 1262, 1130]
side-label-area	[8, 520, 128, 1900]
directory-entry: — Th., Mechaniker, ☎ V, 6579, Schumannstr. 44 a, ✉ 21	[778, 1555, 1050, 1583]
directory-entry: — Wwe., A., Reeperbahn 14, ✉ 4	[492, 329, 667, 342]
directory-entry: — Jos., Maurerparlier, Fettstr. 21, ✉ 6	[492, 942, 694, 955]
directory-entry: — Jürgen, Kaufm., Mittelstr. 100, ✉ 26	[492, 1190, 698, 1203]
directory-entry: — Herm., Reisender, Angerstr. 26, ✉ 24	[1064, 1234, 1276, 1247]
directory-entry: Wehrend, C., Ingenieur, Marienthalerstr. 128	[492, 1526, 732, 1539]
directory-entry: Weichert, A., Handlg.-Geh., Ahrensburgerstrasse 2, ✉ 33	[1064, 1161, 1336, 1189]
directory-entry: — Friedr., Grünw., Alsenstr. 4, ✉ 30	[778, 913, 968, 926]
directory-entry: — Otto, Dachdecker, Ausschläger Billdeich 89, ✉ 27	[492, 723, 764, 751]
directory-entry: — Carl, Beamter, Schulweg 29, ✉ 19	[210, 1453, 406, 1466]
directory-entry: Wehrt siehe auch Werth und Wirth	[1064, 286, 1249, 299]
